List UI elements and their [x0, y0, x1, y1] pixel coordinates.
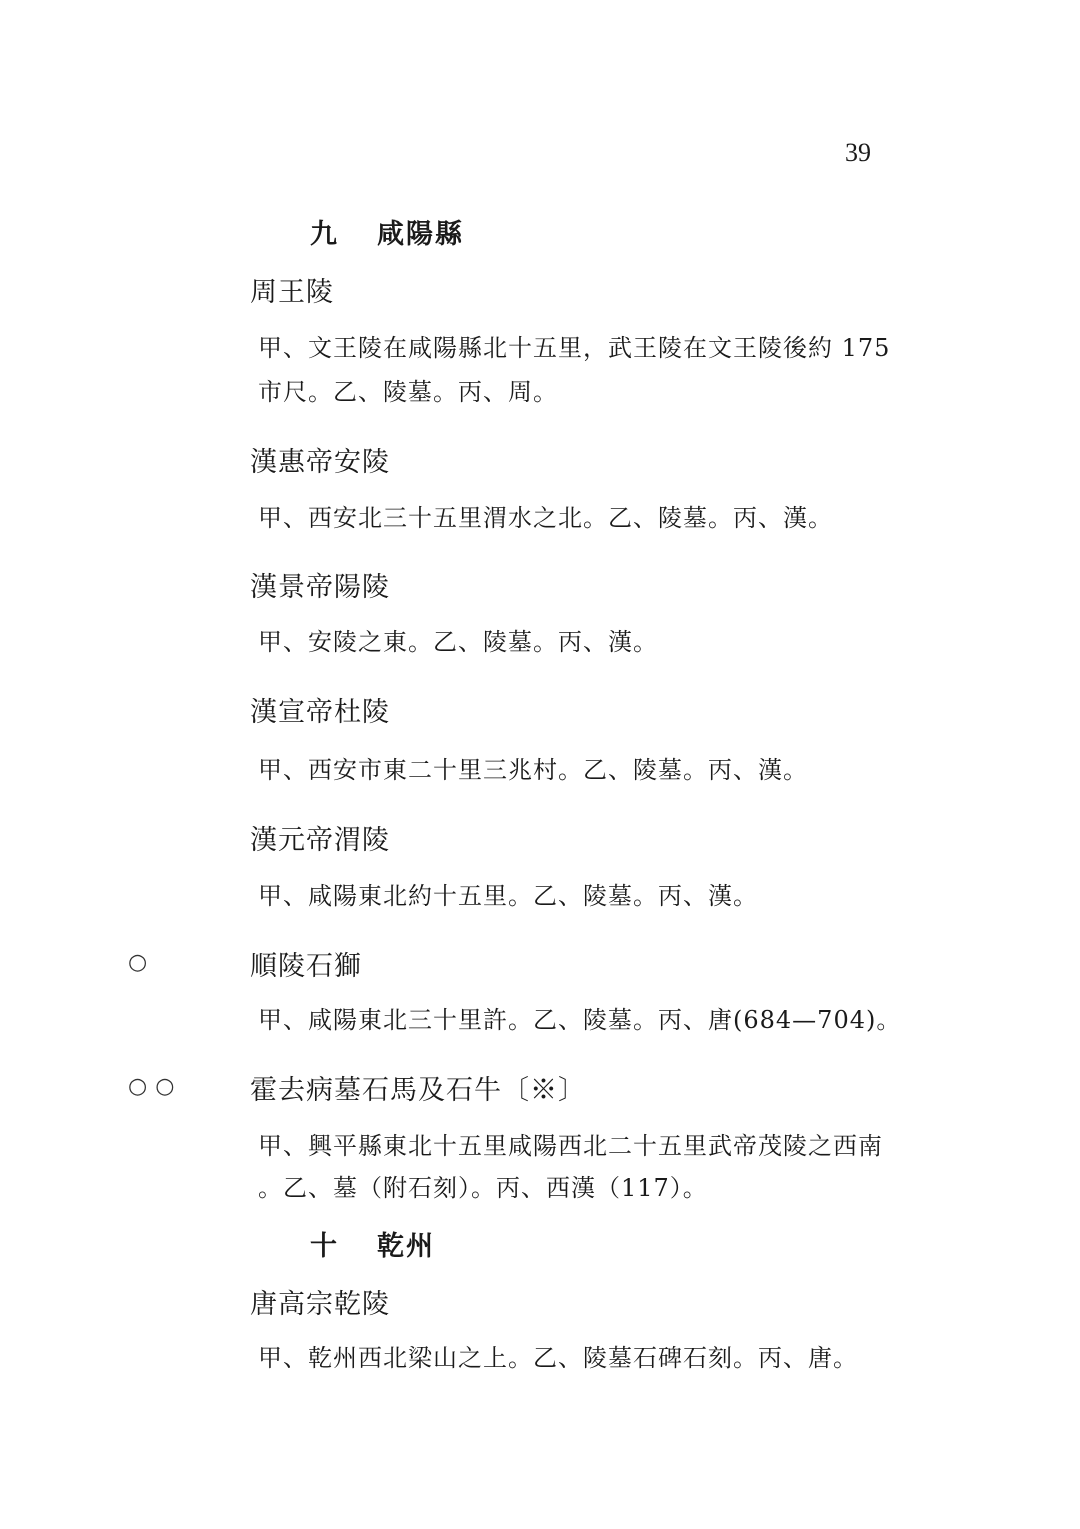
entry-title: 漢景帝陽陵 [250, 572, 390, 603]
entry-line: 市尺。乙、陵墓。丙、周。 [258, 378, 558, 406]
section-name: 咸陽縣 [377, 219, 464, 250]
entry-title: 周王陵 [250, 277, 334, 308]
entry-marker: ○○ [128, 1074, 183, 1099]
entry-line: 甲、文王陵在咸陽縣北十五里，武王陵在文王陵後約 175 [258, 334, 891, 362]
entry-title: 霍去病墓石馬及石牛〔※〕 [250, 1075, 586, 1106]
entry-line: 甲、乾州西北梁山之上。乙、陵墓石碑石刻。丙、唐。 [258, 1344, 858, 1372]
entry-title: 順陵石獅 [250, 951, 362, 982]
entry-title: 唐高宗乾陵 [250, 1289, 390, 1320]
entry-line: 甲、咸陽東北三十里許。乙、陵墓。丙、唐(684—704)。 [258, 1006, 902, 1034]
section-number: 九 [310, 219, 339, 250]
entry-line: 甲、興平縣東北十五里咸陽西北二十五里武帝茂陵之西南 [258, 1132, 883, 1160]
entry-title: 漢元帝渭陵 [250, 825, 390, 856]
entry-line: 甲、安陵之東。乙、陵墓。丙、漢。 [258, 628, 658, 656]
entry-title: 漢惠帝安陵 [250, 447, 390, 478]
section-heading [310, 212, 464, 251]
entry-line: 。乙、墓（附石刻）。丙、西漢（117）。 [258, 1174, 708, 1202]
entry-line: 甲、西安北三十五里渭水之北。乙、陵墓。丙、漢。 [258, 504, 833, 532]
section-heading [310, 1224, 435, 1263]
entry-line: 甲、西安市東二十里三兆村。乙、陵墓。丙、漢。 [258, 756, 808, 784]
entry-marker: ○ [128, 950, 156, 975]
section-name: 乾州 [377, 1231, 435, 1262]
entry-title: 漢宣帝杜陵 [250, 697, 390, 728]
page-number: 39 [845, 138, 871, 167]
section-number: 十 [310, 1231, 339, 1262]
entry-line: 甲、咸陽東北約十五里。乙、陵墓。丙、漢。 [258, 882, 758, 910]
